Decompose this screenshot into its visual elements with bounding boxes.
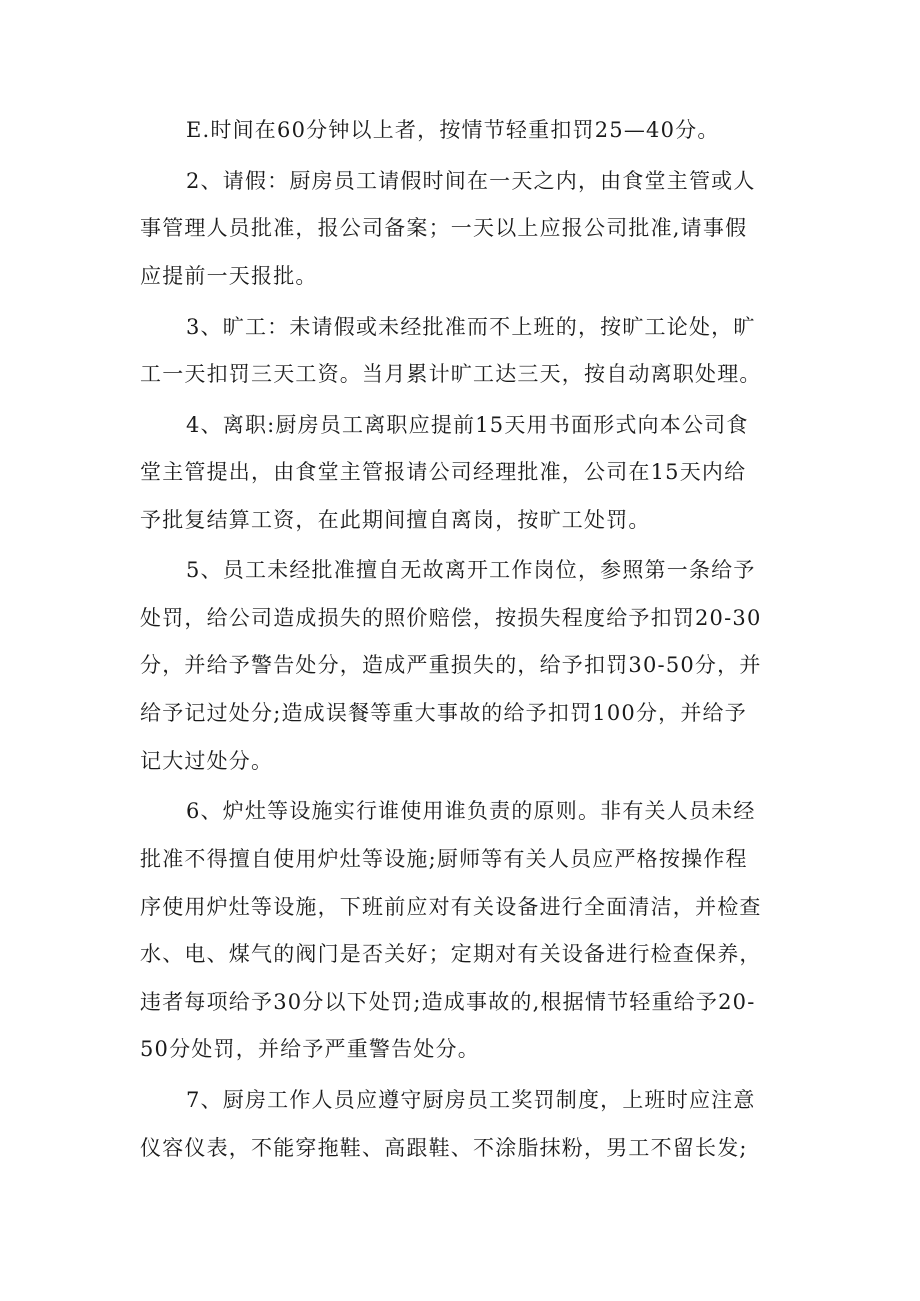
text-line-7: 4、离职:厨房员工离职应提前15天用书面形式向本公司食	[186, 413, 749, 437]
text-line-12: 分，并给予警告处分，造成严重损失的，给予扣罚30-50分，并	[140, 653, 762, 677]
text-line-17: 序使用炉灶等设施，下班前应对有关设备进行全面清洁，并检查	[140, 895, 762, 919]
text-line-3: 事管理人员批准，报公司备案；一天以上应报公司批准,请事假	[140, 216, 748, 240]
text-line-15: 6、炉灶等设施实行谁使用谁负责的原则。非有关人员未经	[186, 799, 756, 823]
text-line-19: 违者每项给予30分以下处罚;造成事故的,根据情节轻重给予20-	[140, 990, 756, 1014]
text-line-8: 堂主管提出，由食堂主管报请公司经理批准，公司在15天内给	[140, 460, 747, 484]
text-line-22: 仪容仪表，不能穿拖鞋、高跟鞋、不涂脂抹粉，男工不留长发;	[140, 1136, 748, 1160]
text-line-4: 应提前一天报批。	[140, 264, 318, 288]
text-line-20: 50分处罚，并给予严重警告处分。	[140, 1037, 480, 1061]
text-line-11: 处罚，给公司造成损失的照价赔偿，按损失程度给予扣罚20-30	[140, 606, 762, 630]
text-line-14: 记大过处分。	[140, 749, 274, 773]
text-line-1: E.时间在60分钟以上者，按情节轻重扣罚25—40分。	[186, 118, 720, 142]
text-line-2: 2、请假：厨房员工请假时间在一天之内，由食堂主管或人	[186, 169, 756, 193]
text-line-6: 工一天扣罚三天工资。当月累计旷工达三天，按自动离职处理。	[140, 362, 762, 386]
text-line-10: 5、员工未经批准擅自无故离开工作岗位，参照第一条给予	[186, 558, 756, 582]
text-line-9: 予批复结算工资，在此期间擅自离岗，按旷工处罚。	[140, 508, 651, 532]
text-line-18: 水、电、煤气的阀门是否关好；定期对有关设备进行检查保养，	[140, 942, 762, 966]
text-line-5: 3、旷工：未请假或未经批准而不上班的，按旷工论处，旷	[186, 315, 756, 339]
text-line-21: 7、厨房工作人员应遵守厨房员工奖罚制度，上班时应注意	[186, 1088, 756, 1112]
text-line-13: 给予记过处分;造成误餐等重大事故的给予扣罚100分，并给予	[140, 701, 747, 725]
text-line-16: 批准不得擅自使用炉灶等设施;厨师等有关人员应严格按操作程	[140, 847, 748, 871]
